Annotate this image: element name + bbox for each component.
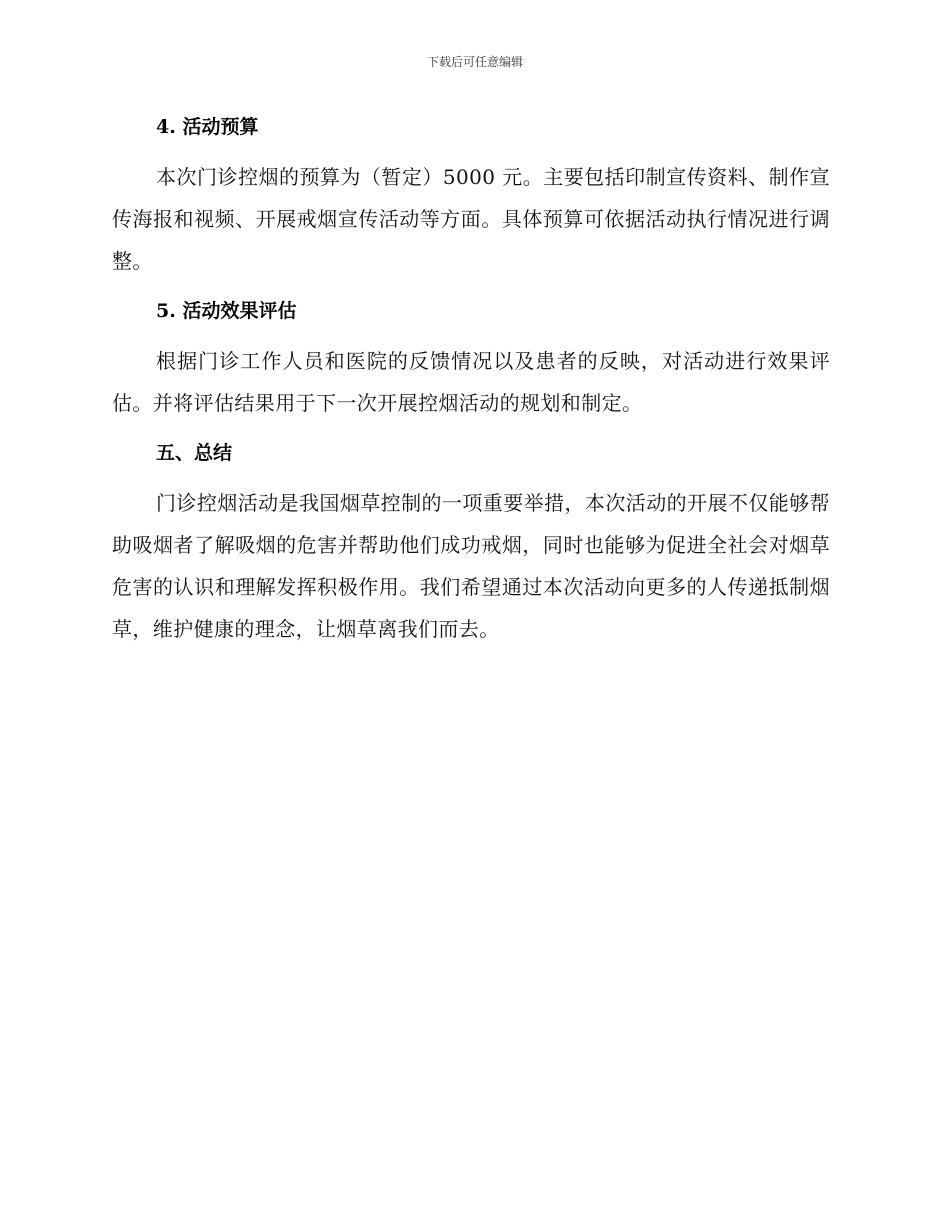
section-heading-budget: 4. 活动预算	[156, 116, 259, 138]
page-header: 下载后可任意编辑	[426, 55, 523, 69]
document-body	[112, 108, 830, 650]
section-paragraph-budget: 本次门诊控烟的预算为（暂定）5000 元。主要包括印制宣传资料、制作宣传海报和视频、开展戒烟宣传活动等方面。具体预算可依据活动执行情况进行调整。	[112, 165, 830, 273]
section-paragraph-evaluation: 根据门诊工作人员和医院的反馈情况以及患者的反映，对活动进行效果评估。并将评估结果用于下一次开展控烟活动的规划和制定。	[112, 349, 830, 415]
section-paragraph-summary: 门诊控烟活动是我国烟草控制的一项重要举措，本次活动的开展不仅能够帮助吸烟者了解吸烟的危害并帮助他们成功戒烟，同时也能够为促进全社会对烟草危害的认识和理解发挥积极作用。我们希望通过本次活动向更多的人传递抵制烟草，维护健康的理念，让烟草离我们而去。	[112, 491, 830, 641]
section-heading-evaluation: 5. 活动效果评估	[156, 300, 297, 322]
section-heading-summary: 五、总结	[156, 442, 233, 464]
